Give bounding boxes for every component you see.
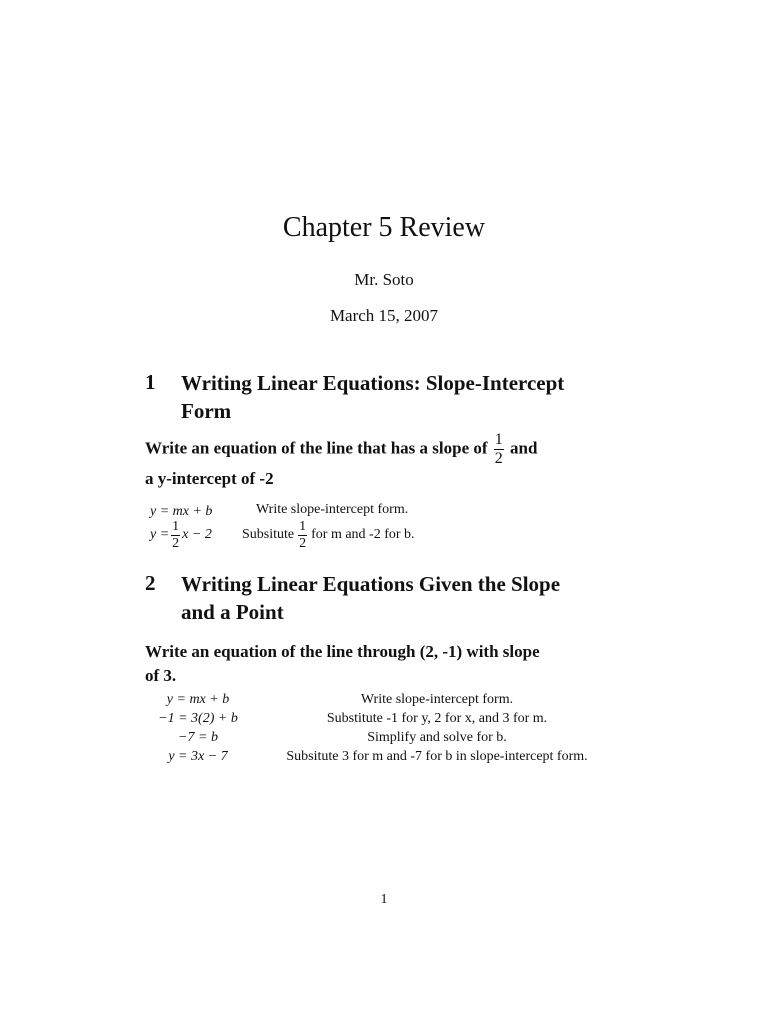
section-2-title-line1: Writing Linear Equations Given the Slope	[181, 572, 561, 596]
question-2-line2: of 3.	[145, 666, 177, 685]
section-2-title-line2: and a Point	[181, 600, 284, 624]
step-description: Write slope-intercept form.	[256, 502, 409, 517]
document-date: March 15, 2007	[329, 306, 439, 325]
fraction-numerator: 1	[494, 431, 503, 448]
fraction-denominator: 2	[172, 535, 180, 551]
section-2-number: 2	[145, 571, 156, 595]
fraction-denominator: 2	[494, 450, 503, 467]
step-row	[150, 516, 212, 554]
question-1-text: Write an equation of the line that has a slope of	[145, 438, 488, 458]
document-title: Chapter 5 Review	[282, 212, 486, 243]
question-1-line2: a y-intercept of -2	[145, 469, 274, 488]
section-2-heading	[181, 570, 651, 626]
step-equation: y = mx + b	[150, 504, 213, 519]
section-1-title-line2: Form	[181, 399, 232, 423]
step-description	[242, 516, 415, 554]
fraction-numerator: 1	[299, 518, 307, 534]
step-desc-before: Subsitute	[242, 527, 295, 542]
section-1-title-line1: Writing Linear Equations: Slope-Intercept	[181, 371, 565, 395]
step-equation: −7 = b	[178, 730, 218, 745]
step-equation-before: y =	[150, 527, 170, 542]
step-desc-fraction	[298, 520, 307, 551]
step-equation-fraction	[171, 520, 180, 551]
document-author: Mr. Soto	[354, 270, 414, 289]
question-1-fraction	[494, 432, 504, 467]
page-number: 1	[380, 892, 388, 907]
step-equation: y = 3x − 7	[168, 749, 228, 764]
question-2-line1: Write an equation of the line through (2, -1) with slope	[145, 642, 540, 661]
step-description: Simplify and solve for b.	[367, 730, 507, 745]
section-2-question	[145, 640, 655, 688]
question-1-text-after: and	[510, 438, 538, 458]
section-1-number: 1	[145, 370, 156, 394]
step-description: Substitute -1 for y, 2 for x, and 3 for m.	[326, 711, 548, 726]
step-equation-after: x − 2	[182, 527, 212, 542]
step-description: Subsitute 3 for m and -7 for b in slope-intercept form.	[286, 749, 588, 764]
fraction-numerator: 1	[172, 518, 180, 534]
section-1-question	[145, 432, 655, 491]
section-1-heading	[181, 369, 651, 425]
step-equation: −1 = 3(2) + b	[158, 711, 238, 726]
step-desc-after: for m and -2 for b.	[311, 527, 415, 542]
fraction-denominator: 2	[299, 535, 307, 551]
step-equation: y = mx + b	[166, 692, 230, 707]
step-description: Write slope-intercept form.	[360, 692, 514, 707]
